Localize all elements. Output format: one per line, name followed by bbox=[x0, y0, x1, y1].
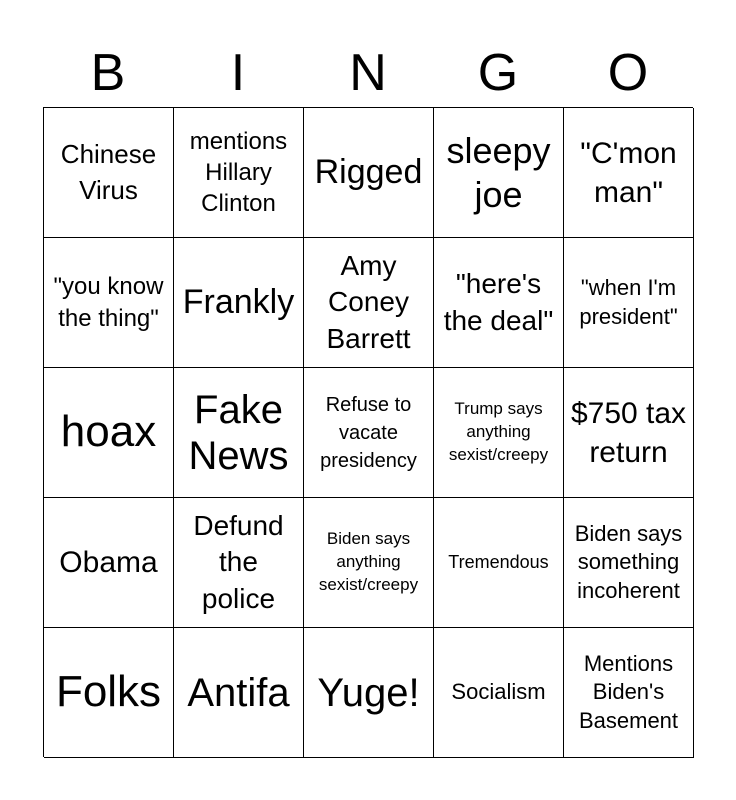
bingo-cell[interactable] bbox=[564, 368, 694, 498]
cell-text: Antifa bbox=[187, 670, 290, 715]
cell-text: $750 tax return bbox=[570, 396, 687, 469]
bingo-cell[interactable] bbox=[304, 368, 434, 498]
header-letter-b: B bbox=[90, 44, 126, 102]
bingo-cell[interactable] bbox=[304, 108, 434, 238]
cell-text: Yuge! bbox=[317, 670, 420, 715]
cell-text: Biden says anything sexist/creepy bbox=[318, 529, 419, 594]
bingo-cell[interactable] bbox=[304, 238, 434, 368]
bingo-cell[interactable] bbox=[44, 108, 174, 238]
cell-text: Defund the police bbox=[193, 509, 284, 614]
bingo-cell[interactable] bbox=[434, 108, 564, 238]
cell-text: Trump says anything sexist/creepy bbox=[448, 399, 549, 464]
bingo-cell[interactable] bbox=[174, 238, 304, 368]
bingo-cell[interactable] bbox=[434, 368, 564, 498]
cell-text: Tremendous bbox=[448, 551, 549, 572]
cell-text: Rigged bbox=[314, 153, 423, 192]
bingo-cell[interactable] bbox=[304, 628, 434, 758]
bingo-header bbox=[43, 40, 693, 106]
cell-text: sleepy joe bbox=[446, 130, 551, 215]
bingo-cell[interactable] bbox=[174, 108, 304, 238]
cell-text: Mentions Biden's Basement bbox=[578, 650, 679, 733]
cell-text: hoax bbox=[60, 407, 157, 457]
cell-text: Obama bbox=[59, 546, 158, 579]
bingo-cell[interactable] bbox=[174, 368, 304, 498]
header-letter-n: N bbox=[349, 44, 387, 102]
cell-text: mentions Hillary Clinton bbox=[189, 127, 288, 218]
bingo-cell[interactable] bbox=[174, 498, 304, 628]
header-letter-i: I bbox=[230, 44, 246, 102]
cell-text: "when I'm president" bbox=[579, 274, 678, 329]
cell-text: Socialism bbox=[451, 679, 546, 705]
cell-text: Fake News bbox=[188, 387, 289, 478]
bingo-cell[interactable] bbox=[564, 238, 694, 368]
cell-text: "here's the deal" bbox=[443, 268, 554, 336]
cell-text: Chinese Virus bbox=[60, 139, 157, 205]
cell-text: "you know the thing" bbox=[53, 273, 164, 332]
bingo-board bbox=[43, 107, 693, 757]
bingo-cell[interactable] bbox=[434, 498, 564, 628]
bingo-cell[interactable] bbox=[44, 368, 174, 498]
header-letter-g: G bbox=[477, 44, 519, 102]
cell-text: "C'mon man" bbox=[580, 136, 677, 209]
bingo-cell[interactable] bbox=[174, 628, 304, 758]
cell-text: Biden says something incoherent bbox=[574, 520, 683, 603]
bingo-cell[interactable] bbox=[434, 628, 564, 758]
bingo-cell[interactable] bbox=[434, 238, 564, 368]
bingo-cell[interactable] bbox=[44, 498, 174, 628]
cell-text: Amy Coney Barrett bbox=[326, 249, 411, 354]
bingo-cell[interactable] bbox=[564, 108, 694, 238]
bingo-cell[interactable] bbox=[304, 498, 434, 628]
bingo-cell[interactable] bbox=[44, 238, 174, 368]
cell-text: Frankly bbox=[182, 283, 295, 322]
cell-text: Refuse to vacate presidency bbox=[320, 393, 417, 472]
bingo-cell[interactable] bbox=[564, 498, 694, 628]
bingo-cell[interactable] bbox=[564, 628, 694, 758]
bingo-cell[interactable] bbox=[44, 628, 174, 758]
header-letter-o: O bbox=[607, 44, 649, 102]
cell-text: Folks bbox=[55, 667, 162, 717]
